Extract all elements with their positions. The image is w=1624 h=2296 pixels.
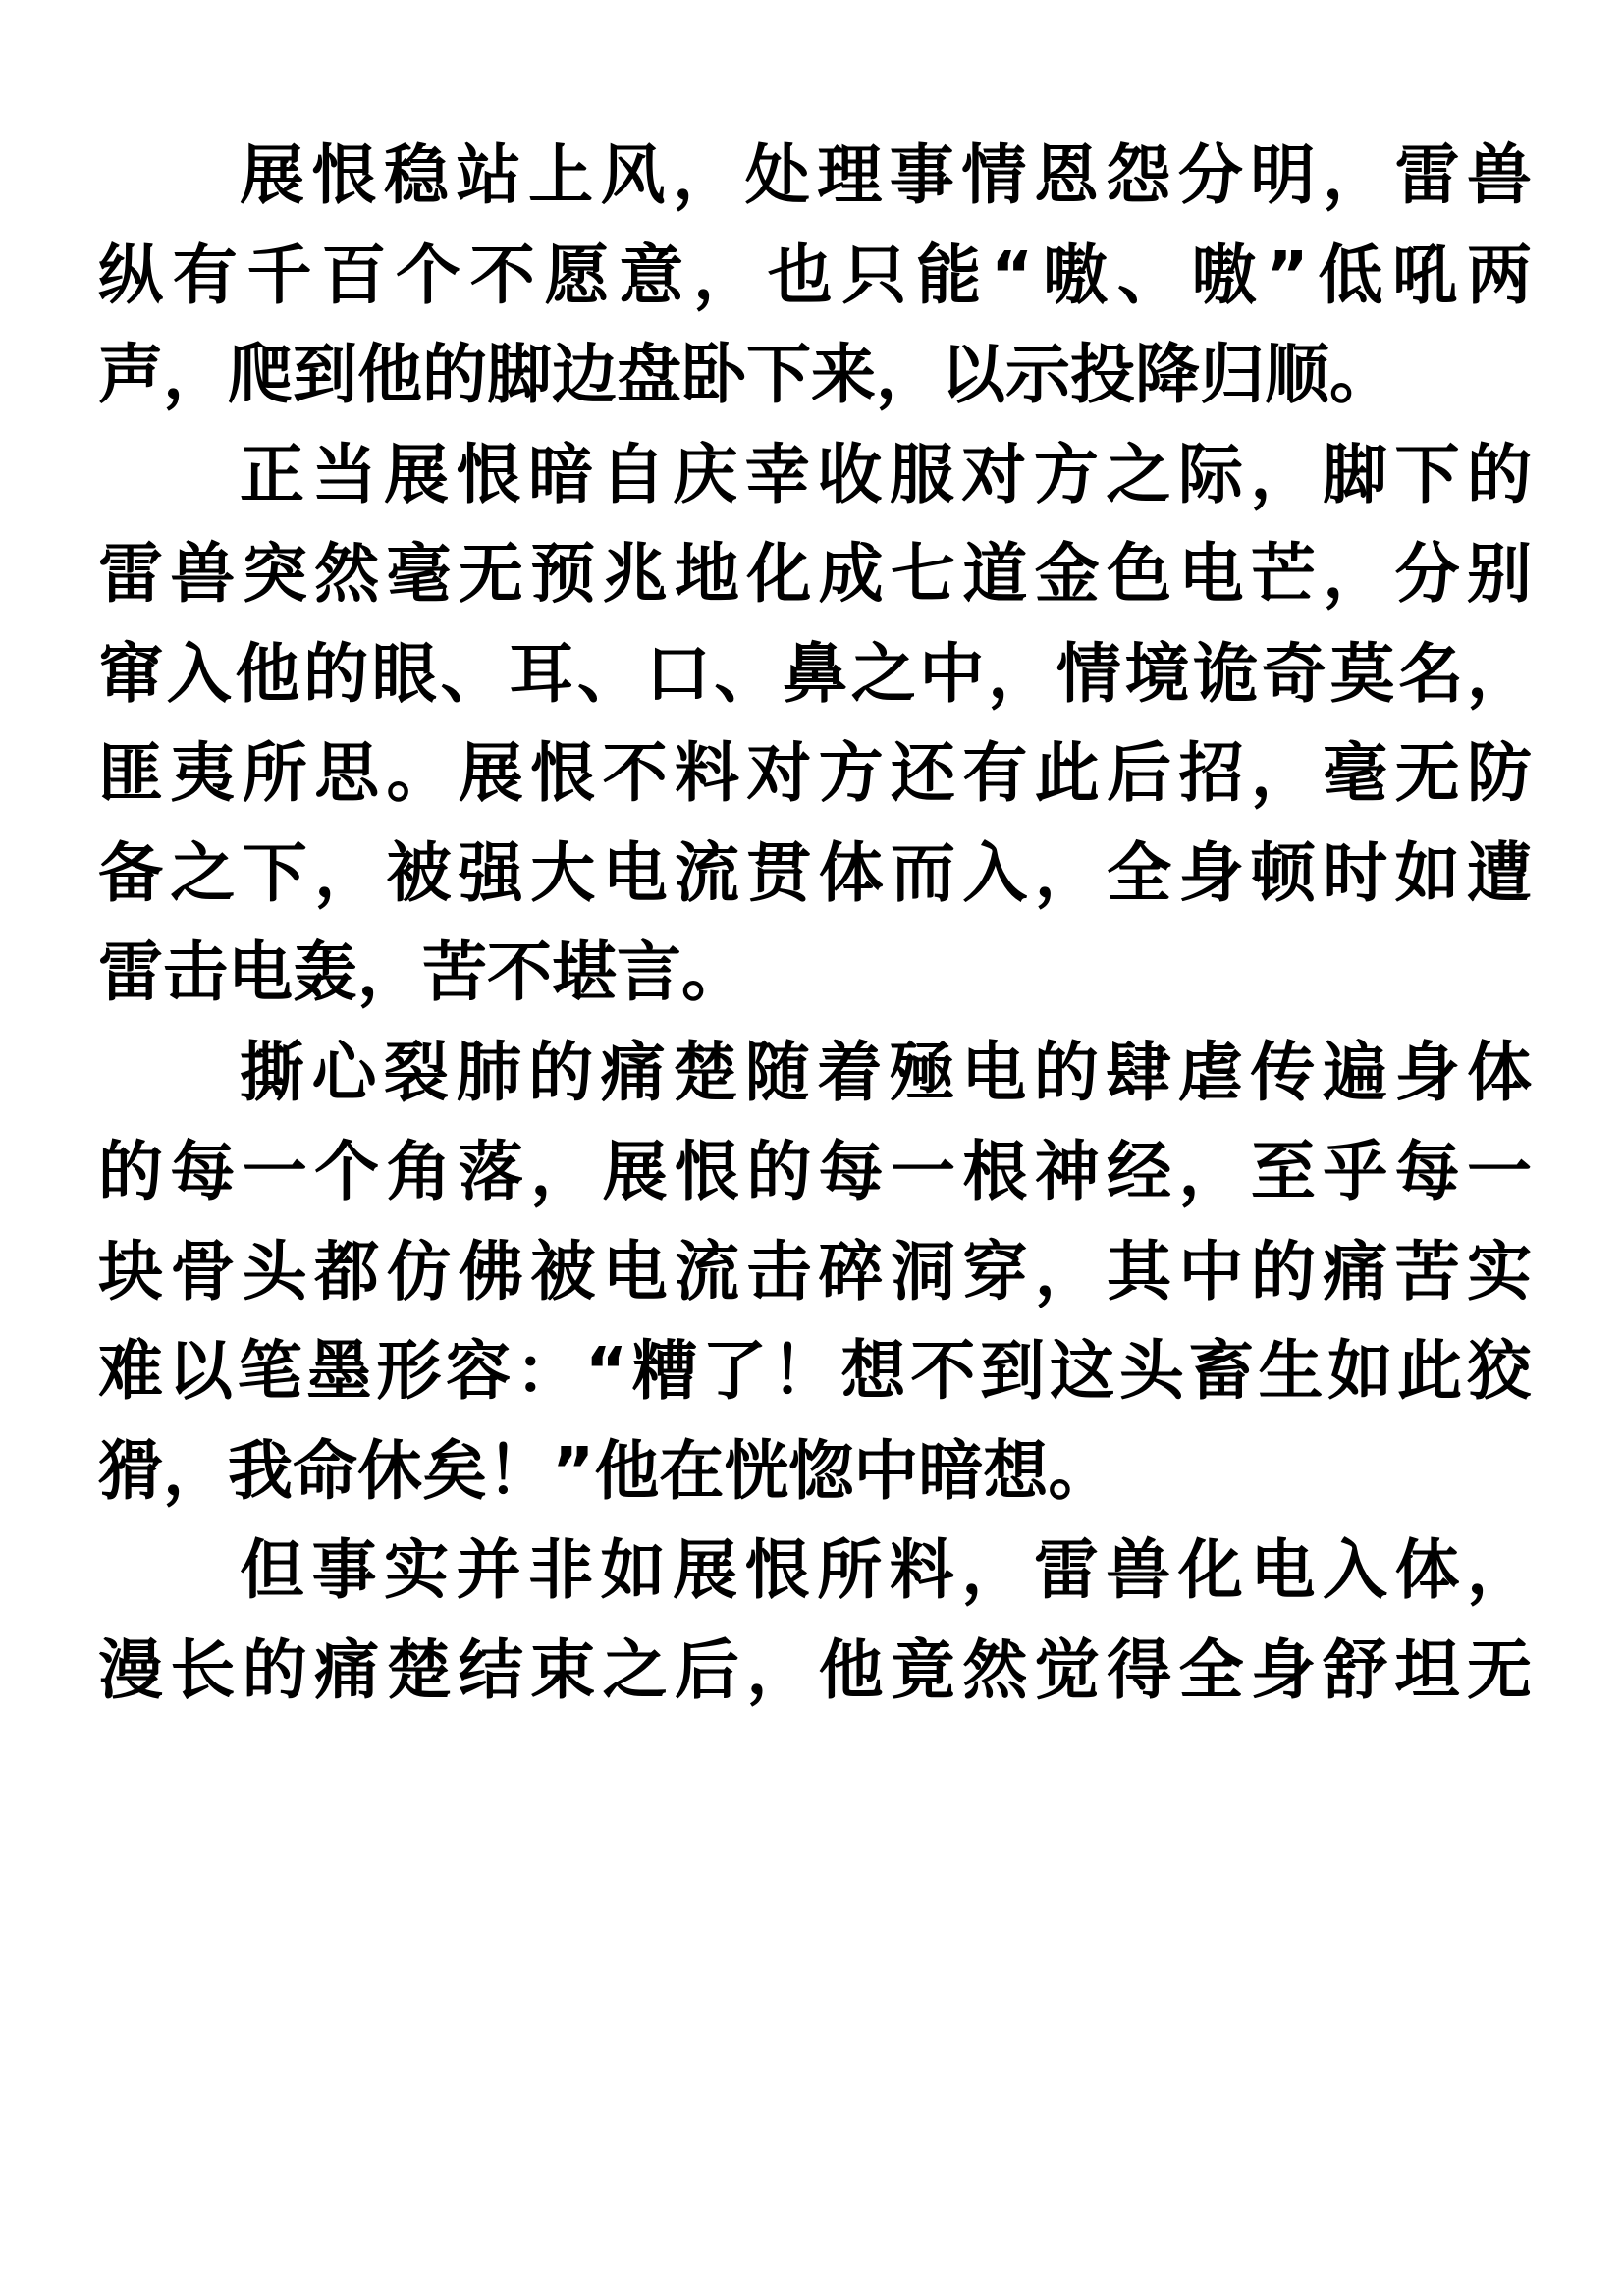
- body-text: [98, 126, 1532, 1720]
- text-line: 难以笔墨形容：“糟了！想不到这头畜生如此狡: [98, 1333, 1532, 1409]
- text-line: 纵有千百个不愿意，也只能“嗷、嗷”低吼两: [98, 237, 1532, 313]
- text-line: 正当展恨暗自庆幸收服对方之际，脚下的: [240, 436, 1532, 512]
- text-line: 但事实并非如展恨所料，雷兽化电入体，: [240, 1532, 1532, 1608]
- text-line: 的每一个角落，展恨的每一根神经，至乎每一: [98, 1134, 1532, 1209]
- text-line: 雷击电轰，苦不堪言。: [98, 934, 746, 1010]
- text-line: 块骨头都仿佛被电流击碎洞穿，其中的痛苦实: [98, 1233, 1532, 1309]
- text-line: 备之下，被强大电流贯体而入，全身顿时如遭: [98, 834, 1532, 911]
- text-line: 撕心裂肺的痛楚随着殛电的肆虐传遍身体: [240, 1034, 1532, 1110]
- text-line: 展恨稳站上风，处理事情恩怨分明，雷兽: [240, 137, 1532, 213]
- text-line: 猾，我命休矣！”他在恍惚中暗想。: [98, 1432, 1113, 1509]
- text-line: 匪夷所思。展恨不料对方还有此后招，毫无防: [98, 735, 1532, 811]
- text-line: 雷兽突然毫无预兆地化成七道金色电芒，分别: [98, 536, 1532, 612]
- text-line: 声，爬到他的脚边盘卧下来，以示投降归顺。: [98, 337, 1394, 412]
- text-line: 窜入他的眼、耳、口、鼻之中，情境诡奇莫名，: [98, 635, 1532, 712]
- text-line: 漫长的痛楚结束之后，他竟然觉得全身舒坦无: [98, 1631, 1532, 1708]
